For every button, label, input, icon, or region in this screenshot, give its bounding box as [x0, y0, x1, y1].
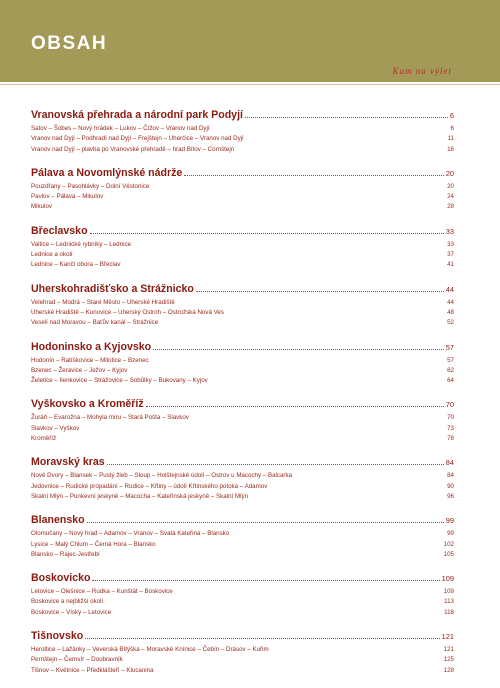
dot-leader	[153, 349, 444, 350]
toc-entry-title: Tišnov – Květnice – Předklášteří – Klucanina	[31, 666, 154, 674]
toc-section-page-number: 6	[449, 111, 454, 120]
dot-leader	[107, 464, 444, 465]
toc-entry-page-number: 37	[447, 251, 454, 259]
toc-entry-page-number: 28	[447, 203, 454, 211]
toc-entry-page-number: 96	[447, 492, 454, 500]
toc-section-page-number: 109	[441, 574, 454, 584]
toc-entry[interactable]	[31, 251, 454, 261]
toc-entry-title: Velehrad – Modrá – Staré Město – Uherské Hradiště	[31, 298, 175, 306]
toc-entry[interactable]	[31, 183, 454, 193]
toc-entry[interactable]	[31, 472, 454, 482]
toc-entry-title: Jedovnice – Rudické propadání – Rudice – Křtiny – údolí Křtinského potoka – Adamov	[31, 482, 268, 490]
toc-entry[interactable]	[31, 551, 454, 561]
toc-entry-page-number: 128	[443, 666, 454, 674]
toc-section-title: Blanensko	[31, 514, 85, 527]
toc-entry-title: Nové Dvory – Blansek – Pustý žleb – Sloup – Holštejnské údolí – Ostrov u Macochy – Balcarka	[31, 472, 293, 480]
toc-entry-title: Lednice a okolí	[31, 251, 73, 259]
toc-entry[interactable]	[31, 377, 454, 387]
toc-entry-title: Vranov nad Dyjí – Podhradí nad Dyjí – Frejštejn – Uherčice – Vranov nad Dyjí	[31, 135, 244, 143]
toc-entry-title: Skalní Mlýn – Punkevní jeskyně – Macocha – Kateřinská jeskyně – Skalní Mlýn	[31, 492, 249, 500]
toc-entry-page-number: 109	[443, 588, 454, 596]
toc-section	[31, 109, 454, 156]
toc-section-page-number: 121	[441, 632, 454, 642]
toc-section	[31, 167, 454, 214]
toc-entry[interactable]	[31, 530, 454, 540]
toc-entry-page-number: 113	[444, 598, 454, 606]
toc-entry[interactable]	[31, 541, 454, 551]
toc-entry[interactable]	[31, 357, 454, 367]
toc-entry[interactable]	[31, 146, 454, 156]
dot-leader	[245, 117, 448, 118]
toc-entry-page-number: 102	[443, 540, 454, 548]
toc-entry-page-number: 16	[447, 145, 454, 153]
toc-entry-page-number: 121	[443, 646, 454, 654]
toc-section-page-number: 20	[445, 168, 454, 178]
toc-entry-title: Letovice – Olešnice – Rudka – Kunštát – Boskovice	[31, 588, 173, 596]
toc-entry-page-number: 57	[447, 356, 454, 364]
toc-entry-page-number: 20	[447, 182, 454, 190]
toc-entry-title: Veselí nad Moravou – Baťův kanál – Strážnice	[31, 319, 159, 327]
toc-section-title: Vyškovsko a Kroměříž	[31, 398, 144, 411]
toc-entry-title: Valtice – Lednické rybníky – Lednice	[31, 240, 131, 248]
toc-entry[interactable]	[31, 261, 454, 271]
dot-leader	[146, 406, 444, 407]
toc-entry[interactable]	[31, 588, 454, 598]
toc-entry-page-number: 118	[444, 608, 454, 616]
dot-leader	[92, 580, 439, 581]
toc-entry[interactable]	[31, 299, 454, 309]
toc-section-title: Boskovicko	[31, 572, 91, 585]
toc-section-heading[interactable]	[31, 225, 454, 237]
toc-entry-title: Satov – Šobes – Nový hrádek – Lukov – Čížov – Vranov nad Dyjí	[31, 125, 210, 132]
toc-entry[interactable]	[31, 598, 454, 608]
toc-entry-page-number: 48	[447, 308, 454, 316]
toc-section	[31, 514, 454, 561]
toc-entry-page-number: 33	[447, 240, 454, 248]
toc-section	[31, 398, 454, 445]
toc-section-title: Tišnovsko	[31, 630, 84, 643]
toc-section-title: Moravský kras	[31, 456, 105, 469]
toc-entry-page-number: 44	[447, 298, 454, 306]
toc-section-page-number: 84	[445, 458, 454, 468]
toc-section-page-number: 44	[445, 284, 454, 294]
toc-section-title: Hodoninsko a Kyjovsko	[31, 340, 152, 353]
page-title: OBSAH	[31, 33, 108, 54]
toc-entry[interactable]	[31, 493, 454, 503]
toc-entry-page-number: 78	[447, 435, 454, 443]
toc-entry-title: Heroltice – Lažánky – Veverská Bítýška – Moravské Knínice – Čebín – Drásov – Kuřim	[31, 646, 269, 654]
toc-entry[interactable]	[31, 425, 454, 435]
toc-entry[interactable]	[31, 667, 454, 677]
toc-entry-page-number: 62	[447, 366, 454, 374]
toc-entry-page-number: 105	[443, 550, 454, 558]
header-divider-top	[0, 84, 500, 85]
dot-leader	[85, 638, 439, 639]
toc-entry[interactable]	[31, 367, 454, 377]
toc-section-page-number: 57	[445, 342, 454, 352]
toc-entry[interactable]	[31, 609, 454, 619]
toc-entry-title: Hodonín – Ratíškovice – Milotice – Bzenec	[31, 356, 149, 364]
toc-section-title: Vranovská přehrada a národní park Podyjí	[31, 109, 243, 121]
toc-entry-title: Žuráň – Evarožna – Mohyla míru – Stará Pošta – Slavkov	[31, 414, 189, 422]
toc-section-page-number: 70	[445, 400, 454, 410]
toc-entry-page-number: 24	[447, 193, 454, 201]
toc-section-heading[interactable]	[31, 398, 454, 410]
toc-entry[interactable]	[31, 435, 454, 445]
toc-entry-title: Lysice – Malý Chlum – Černá Hora – Blansko	[31, 540, 156, 548]
toc-entry[interactable]	[31, 319, 454, 329]
toc-entry-title: Lednice – Kančí obora – Břeclav	[31, 261, 121, 269]
toc-entry-title: Slavkov – Vyškov	[31, 424, 80, 432]
toc-entry[interactable]	[31, 646, 454, 656]
toc-entry[interactable]	[31, 193, 454, 203]
toc-section-heading[interactable]	[31, 630, 454, 642]
toc-entry-title: Uherské Hradiště – Kunovice – Uherský Ostroh – Ostrožská Nová Ves	[31, 308, 224, 316]
toc-section	[31, 456, 454, 503]
toc-entry-page-number: 64	[447, 377, 454, 385]
toc-entry-title: Olomučany – Nový hrad – Adamov – Vranov – Svatá Kateřina – Blansko	[31, 530, 230, 538]
toc-entry-title: Kroměříž	[31, 435, 57, 443]
toc-section	[31, 283, 454, 330]
toc-entry[interactable]	[31, 203, 454, 213]
toc-section-page-number: 33	[445, 226, 454, 236]
toc-entry-page-number: 6	[450, 125, 454, 132]
toc-section-title: Pálava a Novomlýnské nádrže	[31, 166, 183, 179]
dot-leader	[184, 175, 443, 176]
toc-entry-title: Pernštejn – Černvír – Doubravník	[31, 656, 123, 664]
toc-section-heading[interactable]	[31, 514, 454, 526]
toc-entry-page-number: 99	[447, 530, 454, 538]
toc-entry-page-number: 84	[447, 472, 454, 480]
toc-entry-title: Pouzdřany – Pasohlávky – Dolní Věstonice	[31, 182, 150, 190]
dot-leader	[90, 233, 444, 234]
toc-entry[interactable]	[31, 656, 454, 666]
toc-entry-page-number: 125	[443, 656, 454, 664]
toc-entry[interactable]	[31, 125, 454, 135]
toc-section	[31, 572, 454, 619]
table-of-contents	[31, 109, 454, 688]
toc-entry-title: Vranov nad Dyjí – plavba po Vranovské přehradě – hrad Bítov – Cornštejn	[31, 145, 235, 153]
toc-entry-page-number: 52	[447, 319, 454, 327]
toc-entry-title: Boskovice a nejbližší okolí	[31, 598, 104, 606]
toc-entry-page-number: 70	[447, 414, 454, 422]
toc-section-title: Břeclavsko	[31, 224, 88, 237]
toc-entry-title: Bzenec – Žeravice – Ježov – Kyjov	[31, 366, 128, 374]
dot-leader	[196, 291, 444, 292]
toc-entry[interactable]	[31, 414, 454, 424]
toc-entry-title: Blansko – Rajec-Jestřebí	[31, 550, 100, 558]
toc-section-heading[interactable]	[31, 341, 454, 353]
toc-entry-page-number: 41	[447, 261, 454, 269]
toc-entry-title: Mikulov	[31, 203, 52, 211]
toc-entry-title: Boskovice – Vísky – Letovice	[31, 608, 112, 616]
toc-section-title: Uherskohradišťsko a Strážnicko	[31, 282, 194, 295]
toc-entry-page-number: 11	[447, 135, 454, 143]
toc-entry[interactable]	[31, 309, 454, 319]
toc-entry-title: Želetice – Ilenkovice – Strážovice – Sobůlky – Bukovany – Kyjov	[31, 377, 208, 385]
toc-section-page-number: 99	[445, 516, 454, 526]
toc-entry[interactable]	[31, 241, 454, 251]
toc-entry[interactable]	[31, 483, 454, 493]
toc-entry-title: Pavlov – Pálava – Mikulov	[31, 193, 104, 201]
toc-entry[interactable]	[31, 135, 454, 145]
toc-section-heading[interactable]	[31, 167, 454, 179]
toc-section-heading[interactable]	[31, 283, 454, 295]
toc-section-heading[interactable]	[31, 572, 454, 584]
toc-section-heading[interactable]	[31, 456, 454, 468]
tagline: Kam na výlet	[392, 66, 452, 76]
toc-section	[31, 225, 454, 272]
toc-entry-page-number: 90	[447, 482, 454, 490]
toc-section-heading[interactable]	[31, 109, 454, 121]
toc-section	[31, 341, 454, 388]
dot-leader	[87, 522, 444, 523]
toc-entry-page-number: 73	[447, 424, 454, 432]
